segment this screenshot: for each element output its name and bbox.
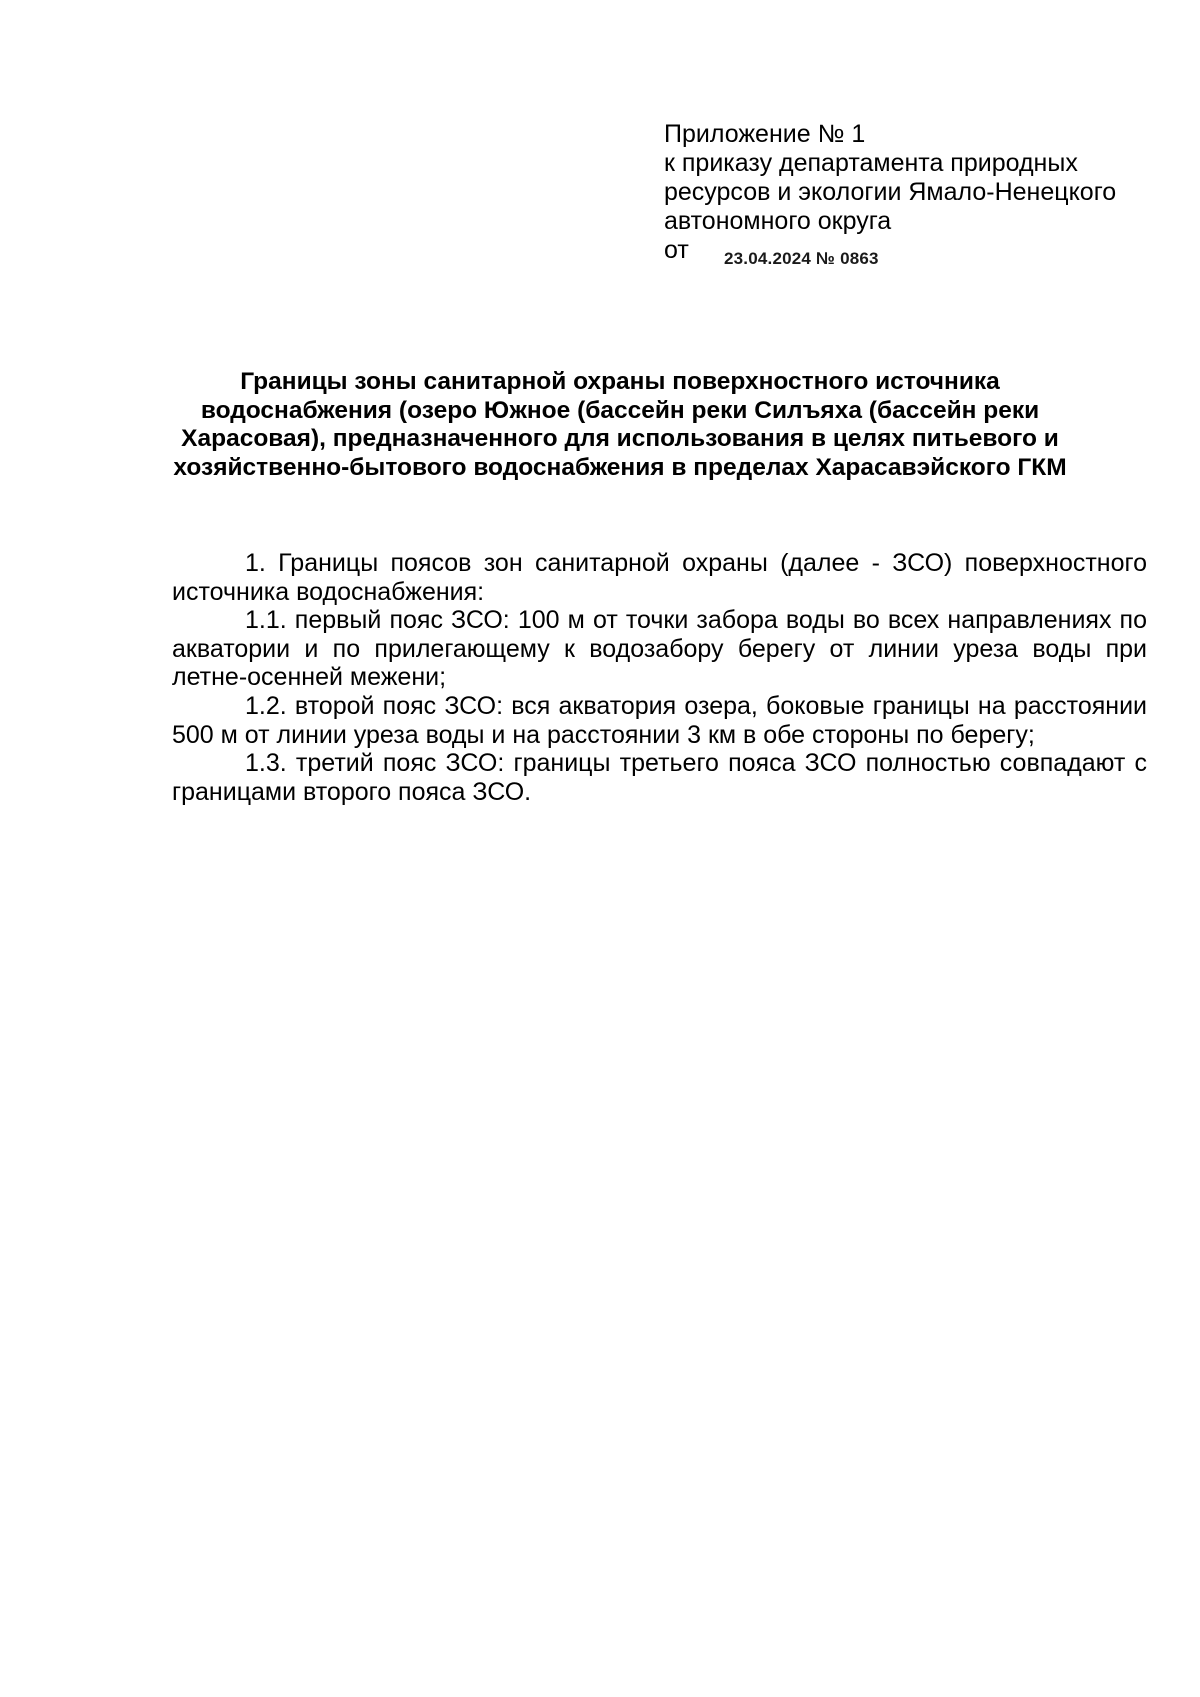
title-line: водоснабжения (озеро Южное (бассейн реки Силъяха (бассейн реки <box>200 396 1040 424</box>
appendix-date-row <box>664 236 1164 268</box>
appendix-header <box>664 120 1164 268</box>
document-title <box>170 368 1070 482</box>
title-line: хозяйственно-бытового водоснабжения в пределах Харасавэйского ГКМ <box>173 453 1067 481</box>
document-body <box>172 549 1147 806</box>
title-line: Харасовая), предназначенного для использования в целях питьевого и <box>181 425 1059 452</box>
paragraph-1-2: 1.2. второй пояс ЗСО: вся акватория озера, боковые границы на расстоянии 500 м от линии уреза воды и на расстоянии 3 км в обе стороны по берегу; <box>172 691 1147 749</box>
appendix-region: автономного округа <box>664 207 892 235</box>
appendix-order-reference: к приказу департамента природных <box>664 149 1078 177</box>
paragraph-1: 1. Границы поясов зон санитарной охраны (далее - ЗСО) поверхностного источника водоснабжения: <box>172 549 1147 606</box>
appendix-department: ресурсов и экологии Ямало-Ненецкого <box>664 178 1117 206</box>
appendix-number: Приложение № 1 <box>664 120 866 148</box>
paragraph-1-1: 1.1. первый пояс ЗСО: 100 м от точки забора воды во всех направлениях по акватории и по прилегающему к водозабору берегу от линии уреза воды при летне-осенней межени; <box>172 606 1147 692</box>
paragraph-1-3: 1.3. третий пояс ЗСО: границы третьего пояса ЗСО полностью совпадают с границами второго пояса ЗСО. <box>172 749 1147 806</box>
title-line: Границы зоны санитарной охраны поверхностного источника <box>240 368 1000 395</box>
order-date-number-stamp: 23.04.2024 № 0863 <box>724 249 879 268</box>
appendix-from-label: от <box>664 236 689 264</box>
